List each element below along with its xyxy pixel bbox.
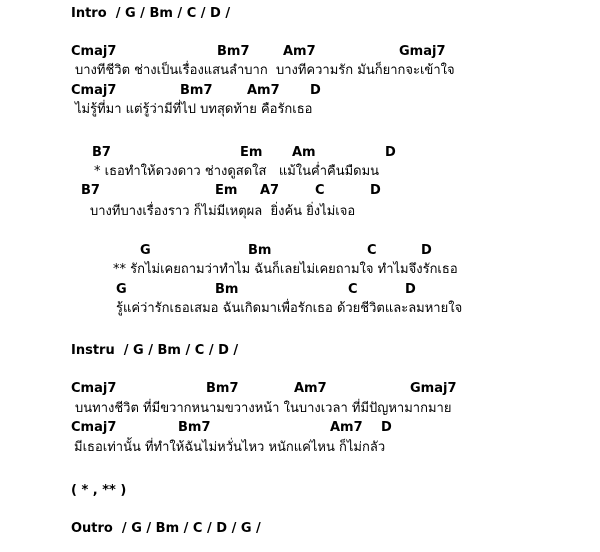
chord: Bm: [215, 282, 239, 297]
chord: D: [421, 243, 432, 258]
chord: Em: [215, 183, 238, 198]
chord: B7: [92, 145, 111, 160]
chord: D: [405, 282, 416, 297]
chord: D: [370, 183, 381, 198]
chord: Gmaj7: [410, 381, 457, 396]
chord: D: [381, 420, 392, 435]
chord: Bm7: [178, 420, 211, 435]
chord: Cmaj7: [71, 83, 117, 98]
chord: Am7: [247, 83, 280, 98]
chord: G: [140, 243, 151, 258]
lyric-line: บนทางชีวิต ที่มีขวากหนามขวางหน้า ในบางเวลา ที่มีปัญหามากมาย: [75, 401, 452, 416]
chord: Bm: [248, 243, 272, 258]
chord: Am7: [330, 420, 363, 435]
chord: Bm7: [206, 381, 239, 396]
chord: C: [315, 183, 325, 198]
lyric-line: * เธอทำให้ดวงดาว ช่างดูสดใส แม้ในค่ำคืนมืดมน: [94, 164, 380, 179]
chord: D: [310, 83, 321, 98]
chord: Cmaj7: [71, 381, 117, 396]
chord: Am7: [294, 381, 327, 396]
chord: Bm7: [180, 83, 213, 98]
lyric-line: รู้แค่ว่ารักเธอเสมอ ฉันเกิดมาเพื่อรักเธอ ด้วยชีวิตและลมหายใจ: [116, 301, 463, 316]
lyric-line: บางทีชีวิต ช่างเป็นเรื่องแสนลำบาก บางทีความรัก มันก็ยากจะเข้าใจ: [75, 63, 455, 78]
chord: Cmaj7: [71, 44, 117, 59]
chord: D: [385, 145, 396, 160]
intro-line: Intro / G / Bm / C / D /: [71, 6, 231, 21]
chord: Cmaj7: [71, 420, 117, 435]
chord: Bm7: [217, 44, 250, 59]
chord: B7: [81, 183, 100, 198]
chord: Gmaj7: [399, 44, 446, 59]
chord: Am7: [283, 44, 316, 59]
lyric-line: มีเธอเท่านั้น ที่ทำให้ฉันไม่หวั่นไหว หนักแค่ไหน ก็ไม่กลัว: [74, 440, 386, 455]
lyric-line: บางทีบางเรื่องราว ก็ไม่มีเหตุผล ยิ่งค้น ยิ่งไม่เจอ: [90, 204, 356, 219]
chord: A7: [260, 183, 280, 198]
chord: C: [348, 282, 358, 297]
repeat-marker: ( * , ** ): [71, 483, 127, 498]
lyric-line: ** รักไม่เคยถามว่าทำไม ฉันก็เลยไม่เคยถามใจ ทำไมจึงรักเธอ: [113, 262, 458, 277]
chord: C: [367, 243, 377, 258]
instru-line: Instru / G / Bm / C / D /: [71, 343, 239, 358]
chord: G: [116, 282, 127, 297]
chord: Em: [240, 145, 263, 160]
lyric-line: ไม่รู้ที่มา แต่รู้ว่ามีที่ไป บทสุดท้าย คือรักเธอ: [75, 102, 313, 117]
chord: Am: [292, 145, 316, 160]
outro-line: Outro / G / Bm / C / D / G /: [71, 521, 261, 536]
